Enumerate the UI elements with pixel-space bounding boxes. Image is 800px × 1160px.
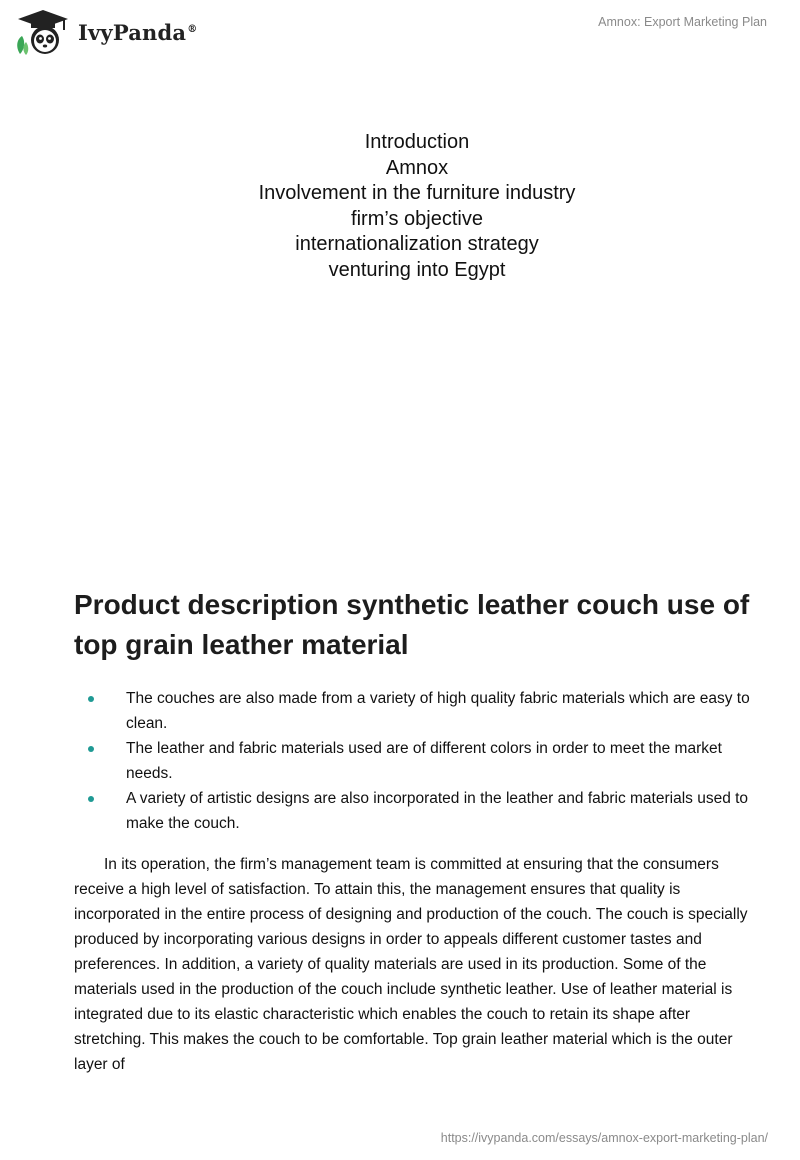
toc-item: internationalization strategy bbox=[295, 233, 539, 255]
bullet-dot-icon bbox=[88, 796, 94, 802]
list-item-text: The couches are also made from a variety of high quality fabric materials which are easy to clean. bbox=[126, 690, 750, 732]
toc-item: Involvement in the furniture industry bbox=[258, 182, 576, 204]
toc-item: firm’s objective bbox=[351, 207, 483, 230]
bullet-dot-icon bbox=[88, 746, 94, 752]
list-item bbox=[74, 786, 754, 836]
table-of-contents bbox=[0, 130, 800, 283]
toc-item: Introduction bbox=[364, 131, 470, 153]
toc-item: venturing into Egypt bbox=[328, 258, 506, 281]
toc-item: Amnox bbox=[385, 156, 449, 179]
list-item-text: A variety of artistic designs are also incorporated in the leather and fabric materials used to make the couch. bbox=[126, 790, 749, 832]
list-item bbox=[74, 736, 754, 786]
panda-logo-icon bbox=[14, 8, 72, 56]
list-item-text: The leather and fabric materials used are of different colors in order to meet the market needs. bbox=[126, 740, 722, 782]
page-header bbox=[0, 0, 800, 60]
section-heading: Product description synthetic leather couch use of top grain leather material bbox=[74, 589, 750, 660]
bullet-list bbox=[74, 686, 754, 836]
logo-wordmark: IvyPanda® bbox=[78, 19, 198, 45]
body-paragraph: In its operation, the firm’s management team is committed at ensuring that the consumers receive a high level of satisfaction. To attain this, the management ensures that quality is incorporated in the entire process of designing and production of the couch. The couch is specially produced by incorporating various designs in order to appeals different customer tastes and preferences. In addition, a variety of quality materials are used in its production. Some of the materials used in the production of the couch include synthetic leather. Use of leather material is integrated due to its elastic characteristic which enables the couch to retain its shape after stretching. This makes the couch to be comfortable. Top grain leather material which is the outer layer of bbox=[74, 856, 748, 1073]
running-title: Amnox: Export Marketing Plan bbox=[598, 15, 767, 29]
bullet-dot-icon bbox=[88, 696, 94, 702]
ivypanda-logo[interactable] bbox=[14, 8, 197, 56]
list-item bbox=[74, 686, 754, 736]
footer-url-link[interactable]: https://ivypanda.com/essays/amnox-export-marketing-plan/ bbox=[440, 1131, 768, 1145]
